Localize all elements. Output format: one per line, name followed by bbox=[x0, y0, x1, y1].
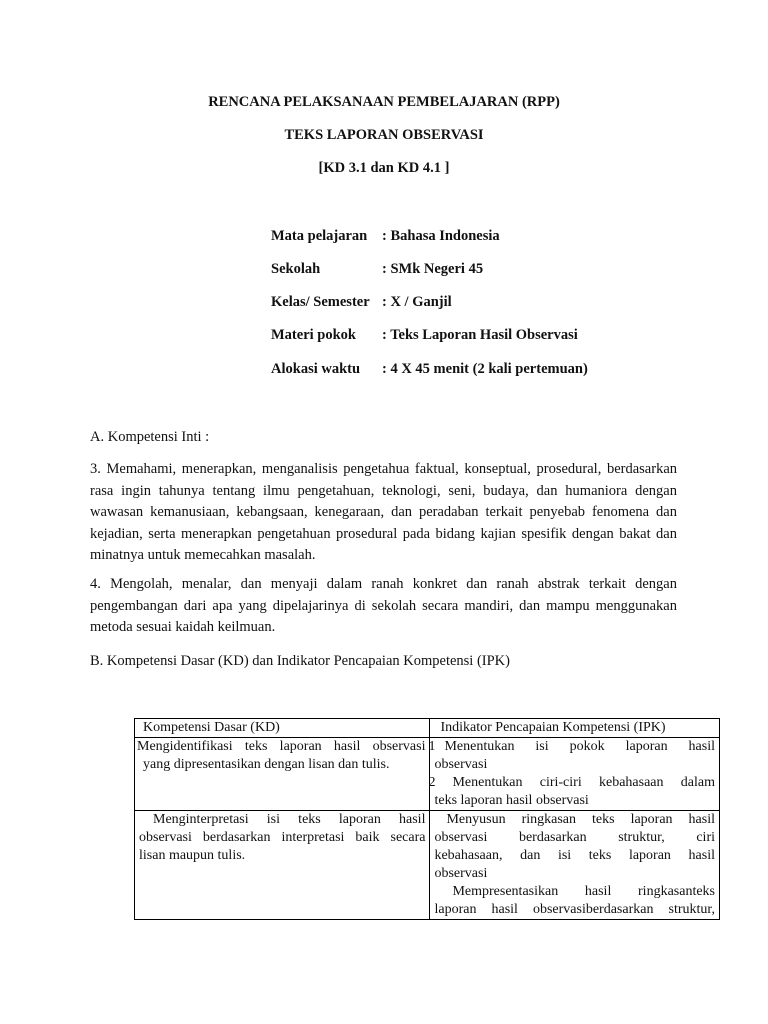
kd-line: Mengidentifikasi teks laporan hasil observasi bbox=[137, 739, 426, 754]
section-a-heading: A. Kompetensi Inti : bbox=[90, 429, 210, 445]
kd-cell bbox=[135, 738, 430, 811]
document-title: RENCANA PELAKSANAAN PEMBELAJARAN (RPP) bbox=[208, 94, 560, 110]
table-row bbox=[135, 811, 720, 920]
meta-row-time-allocation bbox=[271, 360, 588, 378]
ipk-line: Mempresentasikan hasil ringkasanteks bbox=[452, 884, 715, 899]
ipk-line: observasi berdasarkan struktur, ciri bbox=[434, 830, 715, 845]
meta-row-subject bbox=[271, 227, 500, 245]
table-header-ipk: Indikator Pencapaian Kompetensi (IPK) bbox=[430, 719, 720, 738]
ipk-number: 1 bbox=[428, 739, 436, 754]
table-header-row bbox=[135, 719, 720, 738]
ipk-cell bbox=[430, 738, 720, 811]
meta-label: Mata pelajaran bbox=[271, 228, 368, 244]
ipk-line: laporan hasil observasiberdasarkan struktur, bbox=[434, 902, 715, 917]
section-b-heading: B. Kompetensi Dasar (KD) dan Indikator Pencapaian Kompetensi (IPK) bbox=[90, 653, 510, 669]
meta-label: Materi pokok bbox=[271, 327, 356, 343]
meta-value: : X / Ganjil bbox=[382, 294, 452, 310]
ipk-line: observasi bbox=[434, 757, 488, 772]
kd-line: yang dipresentasikan dengan lisan dan tulis. bbox=[143, 757, 390, 772]
kd-cell bbox=[135, 811, 430, 920]
ipk-line: Menyusun ringkasan teks laporan hasil bbox=[446, 812, 715, 827]
document-subtitle: TEKS LAPORAN OBSERVASI bbox=[284, 127, 484, 143]
ipk-text: Menentukan isi pokok laporan hasil bbox=[444, 739, 715, 754]
ipk-line: kebahasaan, dan isi teks laporan hasil bbox=[434, 848, 715, 863]
meta-value: : SMk Negeri 45 bbox=[382, 261, 484, 277]
table-header-kd: Kompetensi Dasar (KD) bbox=[135, 719, 430, 738]
ipk-line: observasi bbox=[434, 866, 488, 881]
kd-line: observasi berdasarkan interpretasi baik secara bbox=[139, 830, 426, 845]
meta-row-topic bbox=[271, 326, 578, 344]
table-row bbox=[135, 738, 720, 811]
competency-paragraph-3: 3. Memahami, menerapkan, menganalisis pengetahua faktual, konseptual, prosedural, berdasarkan rasa ingin tahunya tentang ilmu pengetahuan, teknologi, seni, budaya, dan humaniora dengan wawasan kemanusiaan, kebangsaan, kenegaraan, dan peradaban terkait penyebab fenomena dan kejadian, serta menerapkan pengetahuan prosedural pada bidang kajian spesifik dengan bakat dan minatnya untuk memecahkan masalah. bbox=[90, 461, 677, 563]
meta-value: : 4 X 45 menit (2 kali pertemuan) bbox=[382, 361, 588, 377]
meta-label: Alokasi waktu bbox=[271, 361, 361, 377]
meta-label: Sekolah bbox=[271, 261, 321, 277]
meta-row-class-semester bbox=[271, 293, 452, 311]
meta-value: : Bahasa Indonesia bbox=[382, 228, 500, 244]
ipk-line: teks laporan hasil observasi bbox=[434, 793, 589, 808]
kd-reference: [KD 3.1 dan KD 4.1 ] bbox=[318, 160, 450, 176]
ipk-number: 2 bbox=[428, 775, 436, 790]
kd-line: Menginterpretasi isi teks laporan hasil bbox=[153, 812, 426, 827]
kd-ipk-table bbox=[134, 718, 720, 920]
kd-line: lisan maupun tulis. bbox=[139, 848, 246, 863]
ipk-cell bbox=[430, 811, 720, 920]
meta-value: : Teks Laporan Hasil Observasi bbox=[382, 327, 578, 343]
ipk-line bbox=[428, 774, 715, 792]
competency-paragraph-4: 4. Mengolah, menalar, dan menyaji dalam ranah konkret dan ranah abstrak terkait dengan pengembangan dari apa yang dipelajarinya di sekolah secara mandiri, dan mampu menggunakan metoda sesuai kaidah keilmuan. bbox=[90, 576, 677, 635]
ipk-text: Menentukan ciri-ciri kebahasaan dalam bbox=[452, 775, 715, 790]
ipk-line bbox=[428, 738, 715, 756]
meta-row-school bbox=[271, 260, 483, 278]
meta-label: Kelas/ Semester bbox=[271, 294, 370, 310]
